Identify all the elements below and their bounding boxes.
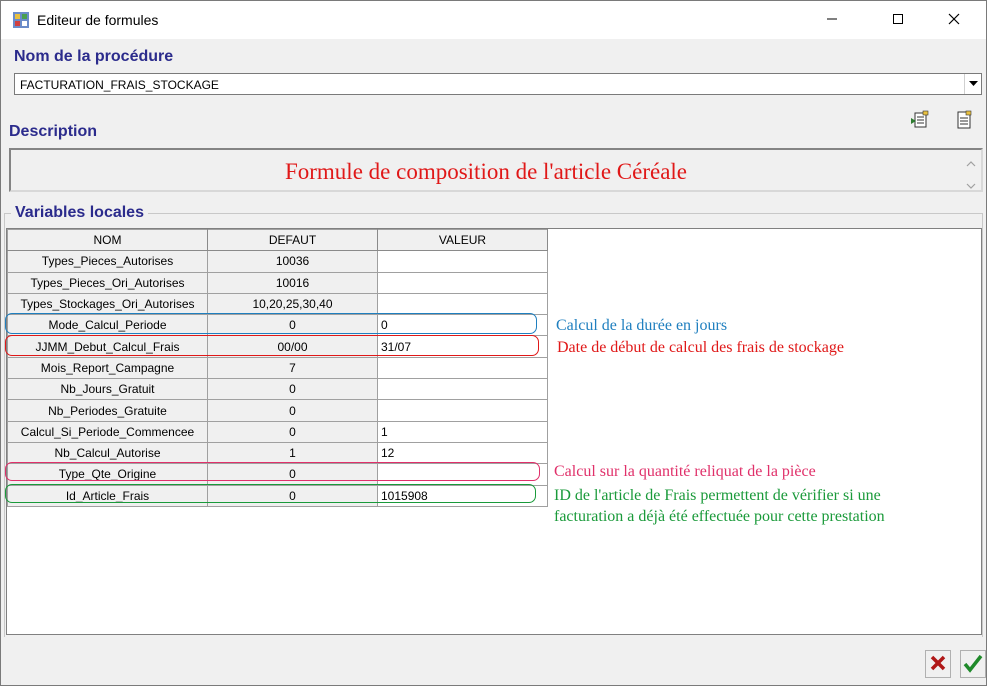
table-row xyxy=(8,485,548,506)
variables-grid xyxy=(6,228,982,635)
variable-default-cell: 0 xyxy=(208,421,378,442)
annotation-type-qte: Calcul sur la quantité reliquat de la pièce xyxy=(554,463,816,480)
description-scrollbar[interactable] xyxy=(963,152,979,190)
column-header-default[interactable]: DEFAUT xyxy=(208,230,378,251)
maximize-button[interactable] xyxy=(875,1,921,39)
column-header-value[interactable]: VALEUR xyxy=(378,230,548,251)
table-row xyxy=(8,315,548,336)
table-row xyxy=(8,400,548,421)
variable-default-cell: 0 xyxy=(208,464,378,485)
variable-value-cell[interactable] xyxy=(378,272,548,293)
close-button[interactable] xyxy=(931,1,977,39)
annotation-id-article-line1: ID de l'article de Frais permettent de vérifier si une xyxy=(554,487,881,504)
import-icon xyxy=(910,110,930,133)
table-row xyxy=(8,442,548,463)
scroll-down-icon[interactable] xyxy=(966,179,976,193)
minimize-button[interactable] xyxy=(809,1,855,39)
table-row xyxy=(8,293,548,314)
table-row xyxy=(8,357,548,378)
cancel-icon xyxy=(929,654,947,675)
variable-value-cell[interactable]: 1 xyxy=(378,421,548,442)
variable-default-cell: 0 xyxy=(208,485,378,506)
variable-default-cell: 10036 xyxy=(208,251,378,272)
variable-value-cell[interactable]: 1015908 xyxy=(378,485,548,506)
variable-name-cell: Mois_Report_Campagne xyxy=(8,357,208,378)
annotation-mode-calcul: Calcul de la durée en jours xyxy=(556,317,728,334)
procedure-select[interactable] xyxy=(14,73,982,95)
variable-name-cell: Nb_Calcul_Autorise xyxy=(8,442,208,463)
dropdown-arrow-icon[interactable] xyxy=(964,74,981,94)
variable-default-cell: 10,20,25,30,40 xyxy=(208,293,378,314)
validate-button[interactable] xyxy=(960,650,986,678)
description-textarea[interactable] xyxy=(9,148,983,192)
variable-default-cell: 0 xyxy=(208,400,378,421)
table-row xyxy=(8,251,548,272)
variable-value-cell[interactable]: 31/07 xyxy=(378,336,548,357)
description-label: Description xyxy=(9,123,98,140)
title-bar xyxy=(1,1,986,39)
variable-value-cell[interactable] xyxy=(378,293,548,314)
variable-name-cell: Nb_Periodes_Gratuite xyxy=(8,400,208,421)
annotation-jjmm-debut: Date de début de calcul des frais de stockage xyxy=(557,339,844,356)
maximize-icon xyxy=(892,13,904,28)
import-button[interactable] xyxy=(909,110,931,132)
table-row xyxy=(8,336,548,357)
variables-group-label: Variables locales xyxy=(11,204,148,222)
table-row xyxy=(8,464,548,485)
variable-value-cell[interactable]: 12 xyxy=(378,442,548,463)
variable-value-cell[interactable] xyxy=(378,400,548,421)
variable-name-cell: Types_Pieces_Ori_Autorises xyxy=(8,272,208,293)
variable-name-cell: Nb_Jours_Gratuit xyxy=(8,379,208,400)
table-row xyxy=(8,421,548,442)
variable-name-cell: Mode_Calcul_Periode xyxy=(8,315,208,336)
close-icon xyxy=(948,13,960,28)
variables-table xyxy=(7,229,548,507)
validate-icon xyxy=(963,653,983,676)
table-header-row xyxy=(8,230,548,251)
variable-default-cell: 7 xyxy=(208,357,378,378)
table-row xyxy=(8,379,548,400)
variable-value-cell[interactable] xyxy=(378,357,548,378)
variable-value-cell[interactable] xyxy=(378,251,548,272)
column-header-name[interactable]: NOM xyxy=(8,230,208,251)
variable-value-cell[interactable]: 0 xyxy=(378,315,548,336)
minimize-icon xyxy=(826,13,838,28)
window-title: Editeur de formules xyxy=(37,12,159,28)
variable-default-cell: 10016 xyxy=(208,272,378,293)
variable-default-cell: 00/00 xyxy=(208,336,378,357)
cancel-button[interactable] xyxy=(925,650,951,678)
variable-name-cell: Id_Article_Frais xyxy=(8,485,208,506)
table-row xyxy=(8,272,548,293)
variable-value-cell[interactable] xyxy=(378,379,548,400)
variable-name-cell: Type_Qte_Origine xyxy=(8,464,208,485)
variable-name-cell: JJMM_Debut_Calcul_Frais xyxy=(8,336,208,357)
document-button[interactable] xyxy=(953,110,975,132)
procedure-name-label: Nom de la procédure xyxy=(14,48,174,65)
variable-name-cell: Calcul_Si_Periode_Commencee xyxy=(8,421,208,442)
scroll-up-icon[interactable] xyxy=(966,156,976,170)
variable-default-cell: 0 xyxy=(208,315,378,336)
variable-default-cell: 0 xyxy=(208,379,378,400)
variable-default-cell: 1 xyxy=(208,442,378,463)
annotation-id-article-line2: facturation a déjà été effectuée pour cette prestation xyxy=(554,508,885,525)
document-icon xyxy=(955,110,973,133)
variable-name-cell: Types_Pieces_Autorises xyxy=(8,251,208,272)
procedure-select-value: FACTURATION_FRAIS_STOCKAGE xyxy=(20,78,219,92)
variable-name-cell: Types_Stockages_Ori_Autorises xyxy=(8,293,208,314)
app-icon xyxy=(12,11,30,29)
description-text: Formule de composition de l'article Céréale xyxy=(284,159,688,184)
variable-value-cell[interactable] xyxy=(378,464,548,485)
